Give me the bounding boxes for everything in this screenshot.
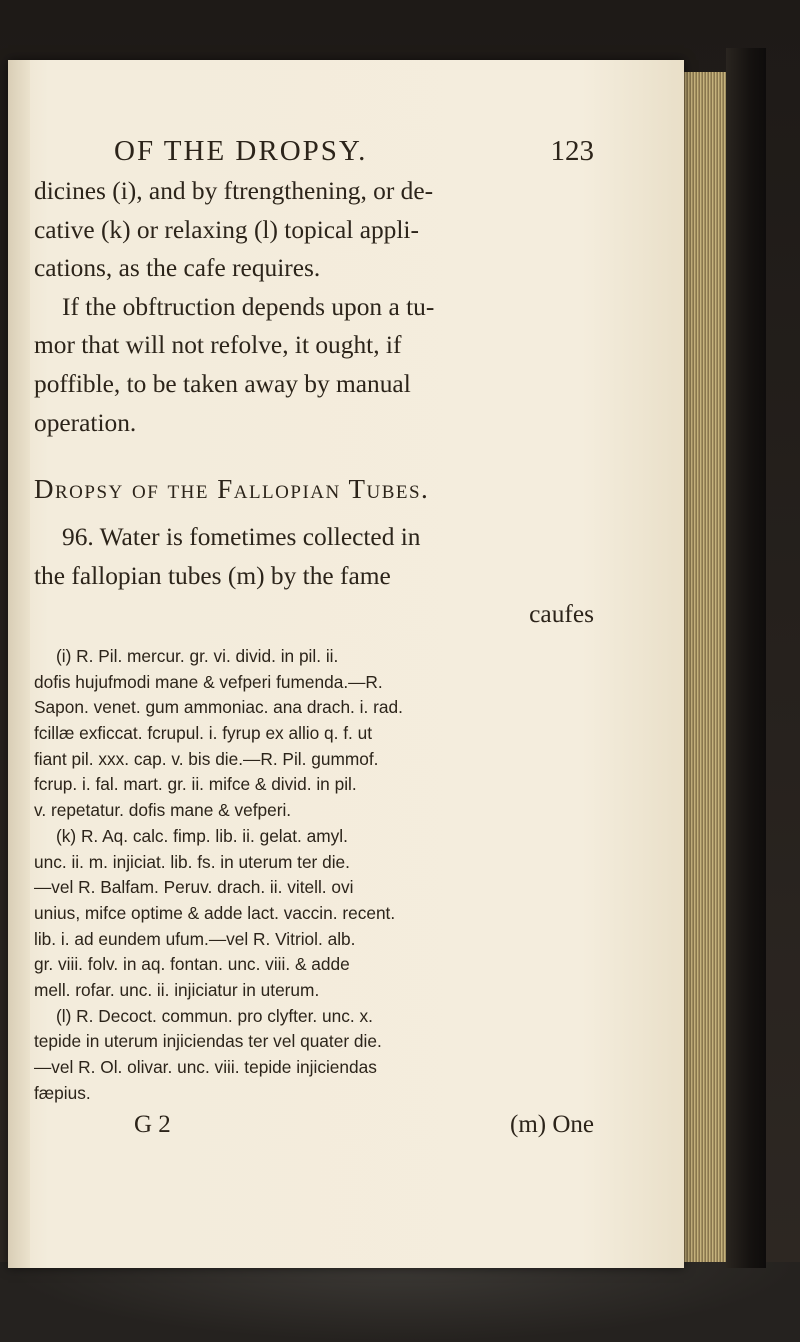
text-line: caufes	[529, 600, 594, 629]
footnote-line: lib. i. ad eundem ufum.—vel R. Vitriol. alb.	[34, 928, 356, 949]
page-text	[34, 135, 594, 1139]
footnote-line: fcillæ exficcat. fcrupul. i. fyrup ex allio q. f. ut	[34, 723, 373, 744]
text-line: dicines (i), and by ftrengthening, or de-	[34, 177, 434, 205]
running-title: OF THE DROPSY.	[114, 135, 368, 167]
text-line: If the obftruction depends upon a tu-	[62, 292, 435, 321]
text-line: cations, as the cafe requires.	[34, 254, 321, 283]
paragraph-2	[34, 288, 594, 442]
footnote-line: —vel R. Balfam. Peruv. drach. ii. vitell. ovi	[34, 877, 354, 898]
background-cloth	[0, 1262, 800, 1342]
catchword: (m) One	[510, 1110, 594, 1138]
footnote-line: (l) R. Decoct. commun. pro clyfter. unc. x.	[56, 1005, 373, 1026]
footnote-line: fæpius.	[34, 1082, 91, 1103]
footnote-line: unc. ii. m. injiciat. lib. fs. in uterum ter die.	[34, 851, 350, 872]
text-line: 96. Water is fometimes collected in	[62, 523, 421, 552]
text-line: operation.	[34, 408, 137, 437]
footnote-line: v. repetatur. dofis mane & vefperi.	[34, 800, 292, 821]
page-number: 123	[550, 135, 594, 167]
footnote-line: tepide in uterum injiciendas ter vel quater die.	[34, 1031, 382, 1052]
signature-line	[34, 1111, 594, 1139]
footnote-line: —vel R. Ol. olivar. unc. viii. tepide injiciendas	[34, 1057, 377, 1078]
footnote-line: Sapon. venet. gum ammoniac. ana drach. i. rad.	[34, 697, 403, 718]
signature-mark: G 2	[134, 1110, 171, 1138]
paragraph-1	[34, 172, 594, 288]
footnotes	[34, 644, 594, 1107]
text-line: cative (k) or relaxing (l) topical appli-	[34, 215, 419, 244]
footnote-line: unius, mifce optime & adde lact. vaccin. recent.	[34, 902, 396, 923]
footnote-line: mell. rofar. unc. ii. injiciatur in uterum.	[34, 980, 320, 1001]
footnote-line: fiant pil. xxx. cap. v. bis die.—R. Pil. gummof.	[34, 748, 379, 769]
running-header	[114, 135, 594, 168]
section-heading: Dropsy of the Fallopian Tubes.	[34, 474, 430, 505]
page-gutter	[8, 60, 30, 1268]
book-cover-edge	[726, 48, 766, 1268]
footnote-line: gr. viii. folv. in aq. fontan. unc. viii. & adde	[34, 954, 350, 975]
page-fore-edge	[684, 72, 726, 1262]
text-line: the fallopian tubes (m) by the fame	[34, 561, 391, 590]
footnote-line: dofis hujufmodi mane & vefperi fumenda.—R.	[34, 671, 383, 692]
text-line: mor that will not refolve, it ought, if	[34, 331, 402, 360]
footnote-line: fcrup. i. fal. mart. gr. ii. mifce & divid. in pil.	[34, 774, 357, 795]
text-line: poffible, to be taken away by manual	[34, 369, 411, 398]
paragraph-3	[34, 518, 594, 634]
footnote-line: (k) R. Aq. calc. fimp. lib. ii. gelat. amyl.	[56, 825, 348, 846]
footnote-line: (i) R. Pil. mercur. gr. vi. divid. in pil. ii.	[56, 645, 339, 666]
